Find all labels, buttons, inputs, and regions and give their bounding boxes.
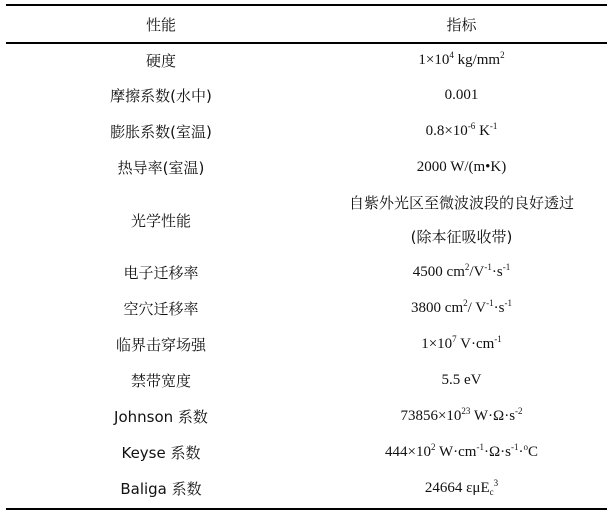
property-cell: 临界击穿场强 [115,336,206,354]
value-cell: $1\times 10^4$ $kg/mm^2$ [418,49,505,68]
property-cell: 空穴迁移率 [123,300,199,318]
table-row [6,471,607,506]
property-cell: 摩擦系数(水中) [110,87,212,105]
table-row [6,435,607,470]
table-row [6,327,607,362]
value-cell: $0.8\times 10^{-6}$ $K^{-1}$ [425,121,498,139]
property-cell: 电子迁移率 [123,264,199,282]
table-row [6,78,607,113]
property-cell: 禁带宽度 [130,372,191,390]
value-line: (除本征吸收带) [410,228,513,246]
property-cell: Baliga 系数 [120,480,202,498]
value-cell: 24664 εμE$_c^3$ [424,478,499,497]
table-header-row [6,6,607,42]
value-cell: 5.5 eV [441,372,482,388]
value-cell: 0.001 [444,87,479,103]
header-index: 指标 [446,15,477,34]
value-cell: $1\times 10^7$ $V\cdot cm^{-1}$ [421,334,502,352]
value-cell: 2000 W/(m•K) [416,159,507,175]
table-row [6,255,607,290]
table-row [6,399,607,434]
property-cell: 热导率(室温) [117,159,205,177]
property-cell: 膨胀系数(室温) [110,123,212,141]
value-cell [316,186,607,254]
table-row [6,291,607,326]
property-cell: 光学性能 [130,211,191,230]
value-cell: $73856\times 10^{23}$ $W\cdot\Omega\cdot s^{-2}$ [400,406,523,424]
table-row [6,363,607,398]
value-cell: 4500 $cm^2/V^{-1}\cdot s^{-1}$ [412,262,511,280]
table-row [6,43,607,77]
property-cell: 硬度 [145,51,176,70]
property-cell: Keyse 系数 [121,444,201,462]
table-row [6,150,607,185]
header-property: 性能 [145,15,176,34]
property-cell: Johnson 系数 [114,408,208,426]
value-cell: $444\times 10^2$ $W\cdot cm^{-1}\cdot\Omega\cdot s^{-1}\cdot^oC$ [385,442,538,460]
table-row [6,114,607,149]
table-row [6,186,607,254]
value-line: 自紫外光区至微波波段的良好透过 [348,194,574,212]
bottom-rule [6,508,607,510]
value-cell: 3800 $cm^2/$ $V^{-1}\cdot s^{-1}$ [411,298,512,316]
